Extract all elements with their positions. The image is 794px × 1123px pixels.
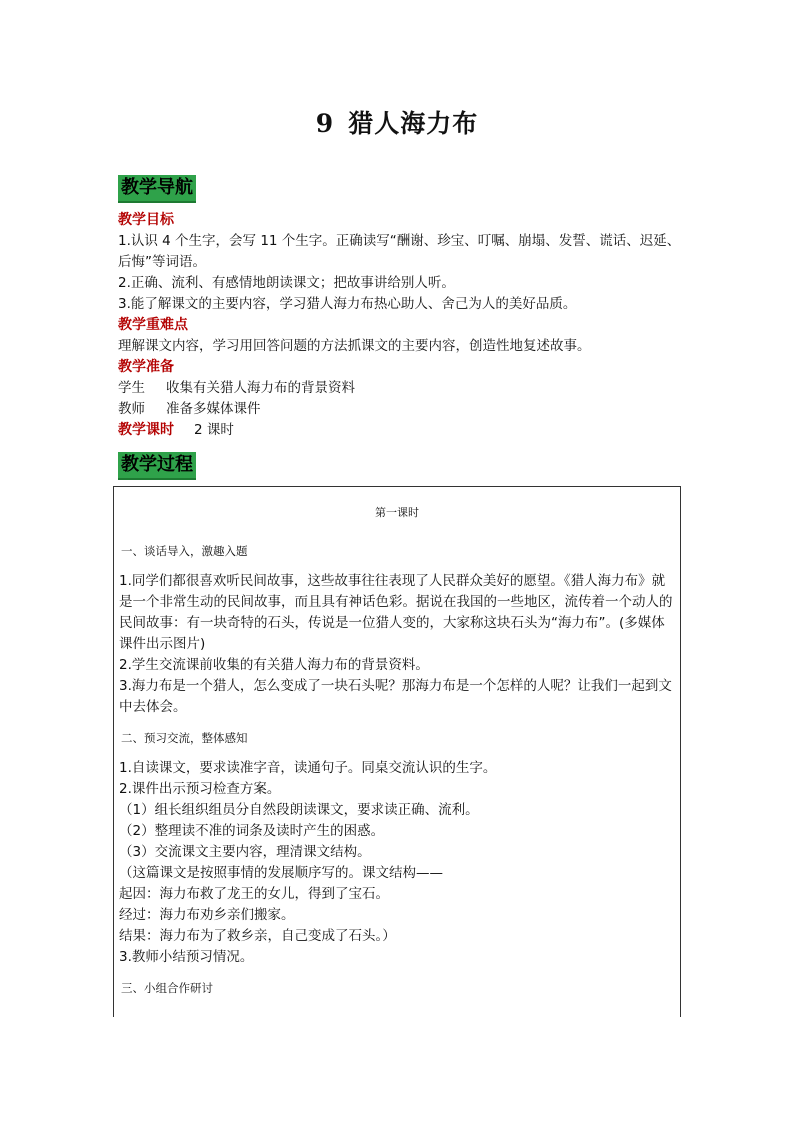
process-table [113, 486, 681, 1017]
paragraph: （3）交流课文主要内容，理清课文结构。 [119, 844, 371, 860]
prep-label: 教学准备 [118, 359, 174, 375]
paragraph: 2.学生交流课前收集的有关猎人海力布的背景资料。 [119, 657, 429, 673]
process-heading: 教学过程 [118, 452, 196, 480]
prep-row [118, 399, 688, 420]
paragraph: 3.海力布是一个猎人，怎么变成了一块石头呢？那海力布是一个怎样的人呢？让我们一起到文中去体会。 [119, 678, 672, 715]
guide-content [118, 210, 688, 441]
prep-row [118, 378, 688, 399]
goal-item: 2.正确、流利、有感情地朗读课文；把故事讲给别人听。 [118, 275, 455, 291]
paragraph: 起因：海力布救了龙王的女儿，得到了宝石。 [119, 886, 389, 902]
hours-row [118, 420, 688, 441]
section-heading: 一、谈话导入，激趣入题 [121, 544, 248, 558]
page-title [0, 104, 794, 140]
goal-item: 1.认识 4 个生字，会写 11 个生字。正确读写“酬谢、珍宝、叮嘱、崩塌、发誓、谎话、迟延、后悔”等词语。 [118, 233, 681, 270]
lesson-name: 猎人海力布 [348, 109, 479, 138]
key-text: 理解课文内容，学习用回答问题的方法抓课文的主要内容，创造性地复述故事。 [118, 338, 591, 354]
prep-who: 教师 [118, 401, 145, 417]
goal-item: 3.能了解课文的主要内容，学习猎人海力布热心助人、舍己为人的美好品质。 [118, 296, 577, 312]
paragraph: （这篇课文是按照事情的发展顺序写的。课文结构—— [119, 865, 443, 881]
goals-label: 教学目标 [118, 212, 174, 228]
paragraph: 2.课件出示预习检查方案。 [119, 781, 281, 797]
paragraph: 3.教师小结预习情况。 [119, 949, 254, 965]
section-body [119, 758, 675, 968]
paragraph: 1.同学们都很喜欢听民间故事，这些故事往往表现了人民群众美好的愿望。《猎人海力布》就是一个非常生动的民间故事，而且具有神话色彩。据说在我国的一些地区，流传着一个动人的民间故事：有一块奇特的石头，传说是一位猎人变的，大家称这块石头为“海力布”。(多媒体课件出示图片) [119, 573, 673, 652]
hours-value: 2 课时 [194, 422, 234, 438]
prep-who: 学生 [118, 380, 145, 396]
lesson-period-title: 第一课时 [375, 506, 419, 519]
hours-label: 教学课时 [118, 422, 174, 438]
paragraph: 经过：海力布劝乡亲们搬家。 [119, 907, 295, 923]
section-heading: 二、预习交流，整体感知 [121, 731, 248, 745]
section-heading: 三、小组合作研讨 [121, 981, 213, 995]
paragraph: 结果：海力布为了救乡亲，自己变成了石头。） [119, 928, 396, 944]
prep-what: 收集有关猎人海力布的背景资料 [166, 380, 355, 396]
key-label: 教学重难点 [118, 317, 188, 333]
paragraph: 1.自读课文，要求读准字音，读通句子。同桌交流认识的生字。 [119, 760, 497, 776]
section-body [119, 571, 675, 718]
paragraph: （1）组长组织组员分自然段朗读课文，要求读正确、流利。 [119, 802, 479, 818]
lesson-number: 9 [315, 109, 335, 138]
prep-what: 准备多媒体课件 [166, 401, 261, 417]
paragraph: （2）整理读不准的词条及读时产生的困惑。 [119, 823, 385, 839]
guide-heading: 教学导航 [118, 175, 196, 203]
